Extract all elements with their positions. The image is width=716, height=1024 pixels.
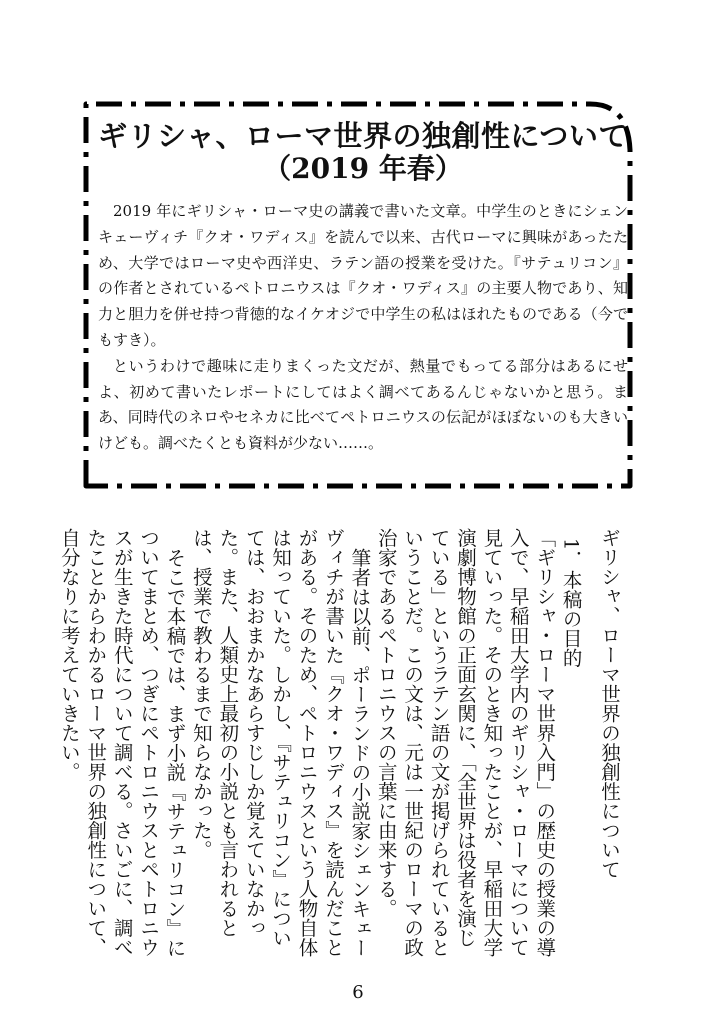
intro-paragraph: というわけで趣味に走りまくった文だが、熱量でもってる部分はあるにせよ、初めて書いたレポートにしてはよく調べてあるんじゃないかと思う。まあ、同時代のネロやセネカに比べてペトロニウスの伝記がほぼないのも大きいけども。調べたくとも資料が少ない……。	[98, 356, 628, 453]
body-paragraph: そこで本稿では、まず小説『サテュリコン』についてまとめ、つぎにペトロニウスとペトロニウスが生きた時代について調べる。さいごに、調べたことからわかるローマ世界の独創性について、自分なりに考えていきたい。	[57, 528, 187, 957]
page-subtitle: （2019 年春）	[263, 152, 463, 185]
section-heading: 1．本稿の目的	[559, 537, 583, 668]
intro-box-text	[98, 199, 628, 457]
page-number: 6	[352, 982, 364, 1003]
body-paragraph: 「ギリシャ・ローマ世界入門」の歴史の授業の導入で、早稲田大学内のギリシャ・ローマについて見ていった。そのとき知ったことが、早稲田大学演劇博物館の正面玄関に、「全世界は役者を演じている」というラテン語の文が掲げられているということだ。この文は、元は一世紀のローマの政治家であるペトロニウスの言葉に由来する。	[374, 528, 557, 957]
vertical-body-text	[57, 528, 622, 962]
chapter-title: ギリシャ、ローマ世界の独創性について	[598, 528, 621, 879]
body-paragraph: 筆者は以前、ポーランドの小説家シェンキェーヴィチが書いた『クオ・ワディス』を読んだことがある。そのため、ペトロニウスという人物自体は知っていた。しかし、『サテュリコン』については、おおまかなあらすじしか覚えていなかった。また、人類史上最初の小説とも言われるとは、授業で教わるまで知らなかった。	[189, 528, 372, 957]
intro-paragraph: 2019 年にギリシャ・ローマ史の講義で書いた文章。中学生のときにシェンキェーヴィチ『クオ・ワディス』を読んで以来、古代ローマに興味があったため、大学ではローマ史や西洋史、ラテン語の授業を受けた。『サテュリコン』の作者とされているペトロニウスは『クオ・ワディス』の主要人物であり、知力と胆力を併せ持つ背徳的なイケオジで中学生の私はほれたものである（今でもすき）。	[98, 202, 628, 349]
page-title: ギリシャ、ローマ世界の独創性について	[98, 119, 628, 153]
